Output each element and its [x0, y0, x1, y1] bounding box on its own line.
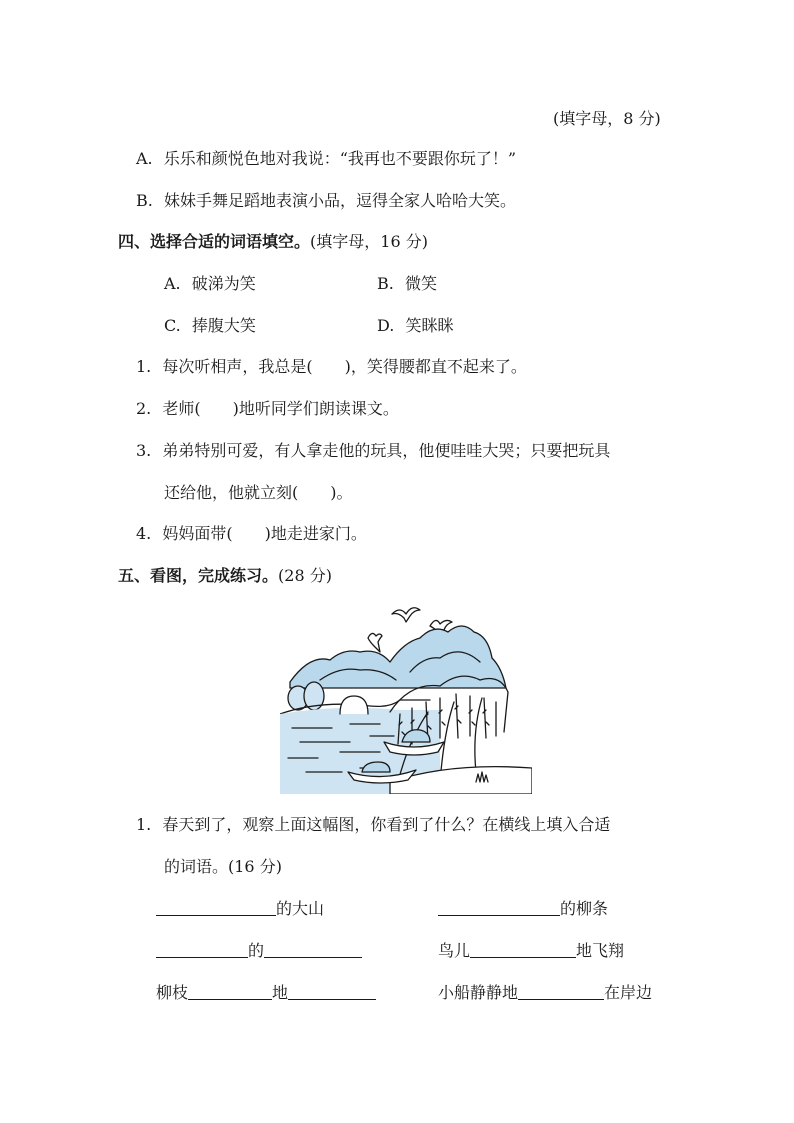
fill-label: 的柳条	[560, 899, 609, 918]
option-b-line	[136, 190, 516, 212]
question-text: )地走进家门。	[264, 524, 367, 543]
bird-icon	[368, 633, 382, 652]
score-note: (填字母，8 分)	[553, 109, 661, 128]
fill-blank[interactable]	[438, 899, 560, 916]
question-text: 弟弟特别可爱，有人拿走他的玩具，他便哇哇大哭；只要把玩具	[162, 441, 611, 460]
section-4-heading	[118, 231, 428, 253]
question-text: )，笑得腰都直不起来了。	[344, 357, 527, 376]
arch-rock	[340, 696, 368, 714]
option-letter: D.	[377, 316, 395, 335]
question-text: )。	[330, 483, 353, 502]
option-text: 笑眯眯	[405, 316, 454, 335]
option-text: 捧腹大笑	[191, 316, 256, 335]
question-number: 3.	[136, 441, 152, 460]
fill-label: 在岸边	[604, 983, 653, 1002]
option-letter: A.	[164, 274, 181, 293]
option-a-line	[136, 148, 516, 170]
section-title: 四、选择合适的词语填空。	[118, 232, 311, 251]
fill-blank[interactable]	[470, 941, 576, 958]
fill-label: 地	[272, 983, 289, 1002]
fill-blank[interactable]	[264, 941, 362, 958]
question-number: 1.	[136, 815, 152, 834]
question-text: 还给他，他就立刻(	[164, 483, 299, 502]
fill-row-3-left	[156, 982, 376, 1004]
fill-row-2-right	[438, 940, 624, 962]
section-title: 五、看图，完成练习。	[118, 566, 279, 585]
question-3	[136, 440, 610, 462]
fill-blank[interactable]	[156, 941, 248, 958]
question-4	[136, 523, 367, 545]
fill-label: 的大山	[276, 899, 325, 918]
fill-blank[interactable]	[156, 899, 276, 916]
fill-row-1-right	[438, 898, 608, 920]
word-option-c	[164, 315, 256, 337]
fill-blank[interactable]	[188, 983, 272, 1000]
question-3-continued	[164, 482, 353, 504]
fill-label: 地飞翔	[576, 941, 625, 960]
option-letter: B.	[377, 274, 394, 293]
fill-blank[interactable]	[288, 983, 376, 1000]
fill-row-3-right	[438, 982, 652, 1004]
landscape-illustration	[280, 602, 532, 794]
question-number: 4.	[136, 524, 152, 543]
fill-blank[interactable]	[518, 983, 604, 1000]
question-number: 2.	[136, 399, 152, 418]
option-letter: A.	[136, 149, 153, 168]
section-5-question-1-continued: 的词语。(16 分)	[164, 857, 282, 876]
question-2	[136, 398, 399, 420]
word-option-d	[377, 315, 453, 337]
fill-label: 柳枝	[156, 983, 189, 1002]
fill-label: 小船静静地	[438, 983, 519, 1002]
section-note: (填字母，16 分)	[310, 232, 428, 251]
question-1	[136, 356, 527, 378]
fill-label: 的	[248, 941, 265, 960]
option-letter: C.	[164, 316, 181, 335]
question-text: 春天到了，观察上面这幅图，你看到了什么？在横线上填入合适	[162, 815, 611, 834]
section-5-heading	[118, 565, 332, 587]
option-text: 妹妹手舞足蹈地表演小品，逗得全家人哈哈大笑。	[163, 191, 516, 210]
bird-icon	[392, 608, 420, 622]
option-text: 微笑	[404, 274, 437, 293]
option-text: 乐乐和颜悦色地对我说：“我再也不要跟你玩了！”	[163, 149, 517, 168]
question-text: )地听同学们朗读课文。	[232, 399, 399, 418]
option-letter: B.	[136, 191, 153, 210]
question-text: 每次听相声，我总是(	[162, 357, 313, 376]
question-number: 1.	[136, 357, 152, 376]
option-text: 破涕为笑	[191, 274, 256, 293]
section-5-question-1	[136, 814, 610, 836]
word-option-b	[377, 273, 437, 295]
section-note: (28 分)	[278, 566, 332, 585]
question-text: 妈妈面带(	[162, 524, 233, 543]
question-text: 老师(	[162, 399, 201, 418]
word-option-a	[164, 273, 256, 295]
fill-label: 鸟儿	[438, 941, 471, 960]
fill-row-2-left	[156, 940, 362, 962]
fill-row-1-left	[156, 898, 324, 920]
